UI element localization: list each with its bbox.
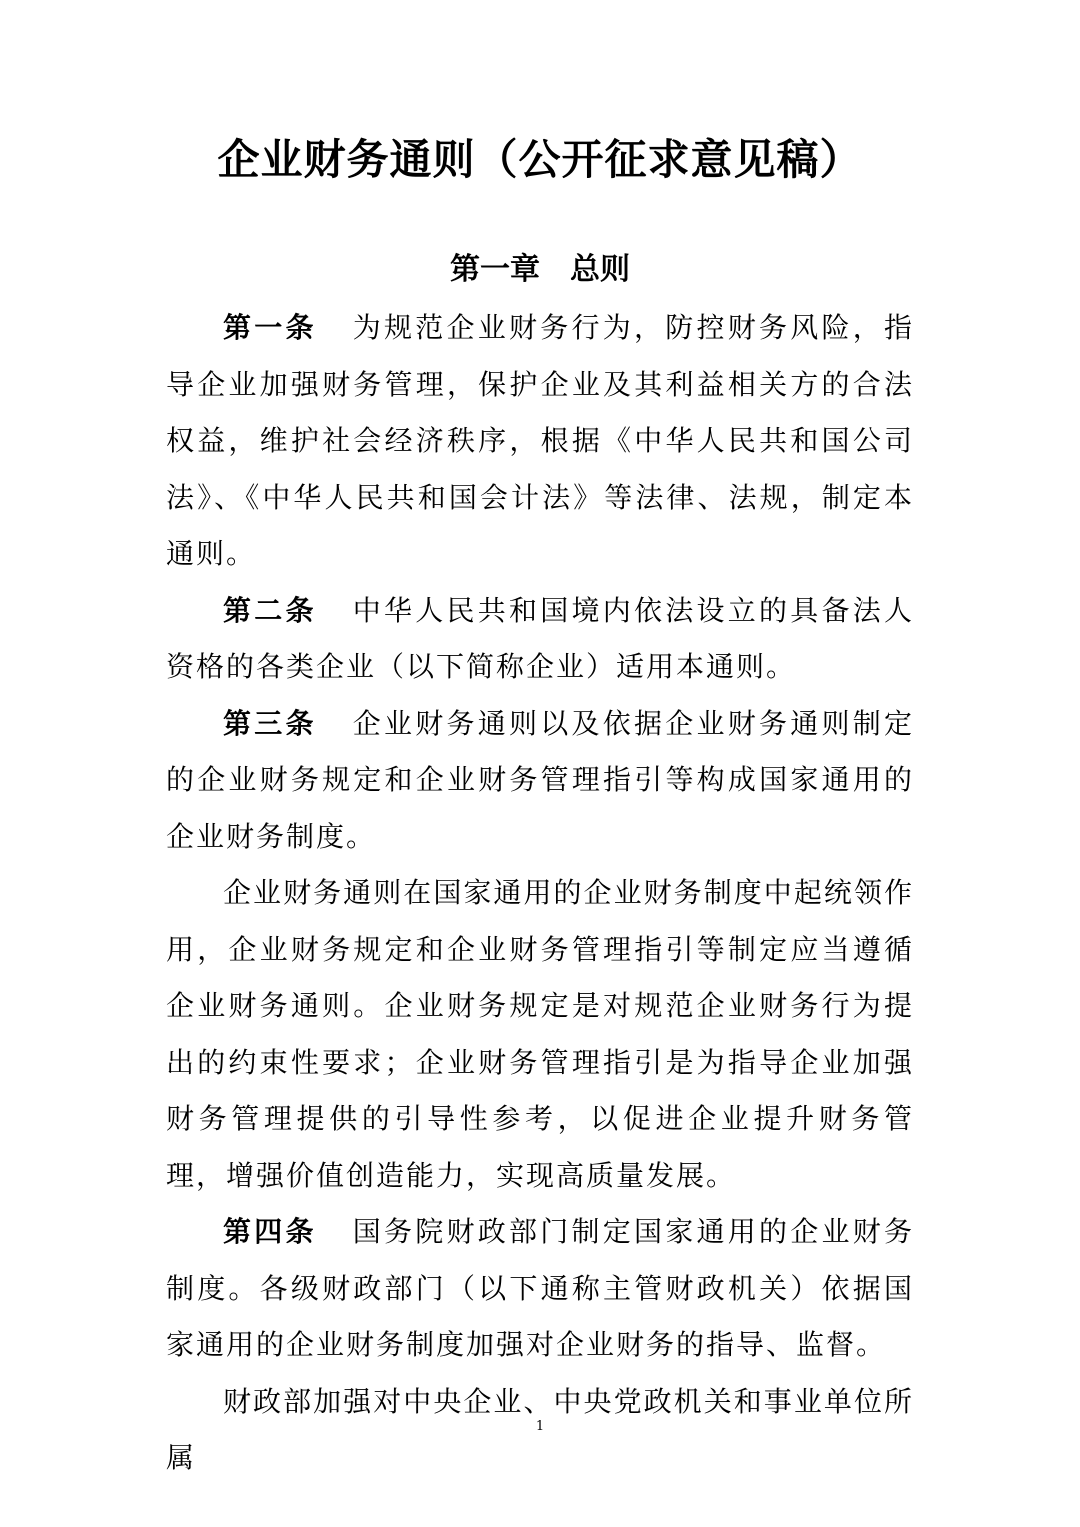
paragraph-text: 企业财务通则在国家通用的企业财务制度中起统领作用，企业财务规定和企业财务管理指引等制定应当遵循企业财务通则。企业财务规定是对规范企业财务行为提出的约束性要求；企业财务管理指引是为指导企业加强财务管理提供的引导性参考，以促进企业提升财务管理，增强价值创造能力，实现高质量发展。: [166, 876, 914, 1192]
article-text: 企业财务通则以及依据企业财务通则制定的企业财务规定和企业财务管理指引等构成国家通用的企业财务制度。: [166, 706, 914, 853]
document-title: 企业财务通则（公开征求意见稿）: [217, 135, 863, 184]
article-label: 第三条: [223, 706, 317, 740]
article-1-paragraph: [166, 300, 914, 583]
article-text: 中华人民共和国境内依法设立的具备法人资格的各类企业（以下简称企业）适用本通则。: [166, 593, 914, 683]
article-text: 为规范企业财务行为，防控财务风险，指导企业加强财务管理，保护企业及其利益相关方的合法权益，维护社会经济秩序，根据《中华人民共和国公司法》、《中华人民共和国会计法》等法律、法规，制定本通则。: [166, 311, 914, 570]
article-3-continuation-paragraph: [166, 865, 914, 1204]
chapter-heading: [0, 248, 1080, 292]
article-label: 第一条: [223, 311, 317, 344]
chapter-number: 第一章: [450, 252, 540, 287]
article-label: 第四条: [223, 1215, 317, 1248]
page-number: 1: [535, 1419, 545, 1434]
paragraph-text: 财政部加强对中央企业、中央党政机关和事业单位所属: [166, 1384, 914, 1474]
article-text: 国务院财政部门制定国家通用的企业财务制度。各级财政部门（以下通称主管财政机关）依据国家通用的企业财务制度加强对企业财务的指导、监督。: [166, 1215, 914, 1361]
document-body: [166, 300, 914, 1487]
article-2-paragraph: [166, 583, 914, 696]
article-3-paragraph: [166, 696, 914, 866]
chapter-name: 总则: [570, 252, 630, 287]
article-4-paragraph: [166, 1204, 914, 1374]
article-label: 第二条: [223, 593, 317, 627]
